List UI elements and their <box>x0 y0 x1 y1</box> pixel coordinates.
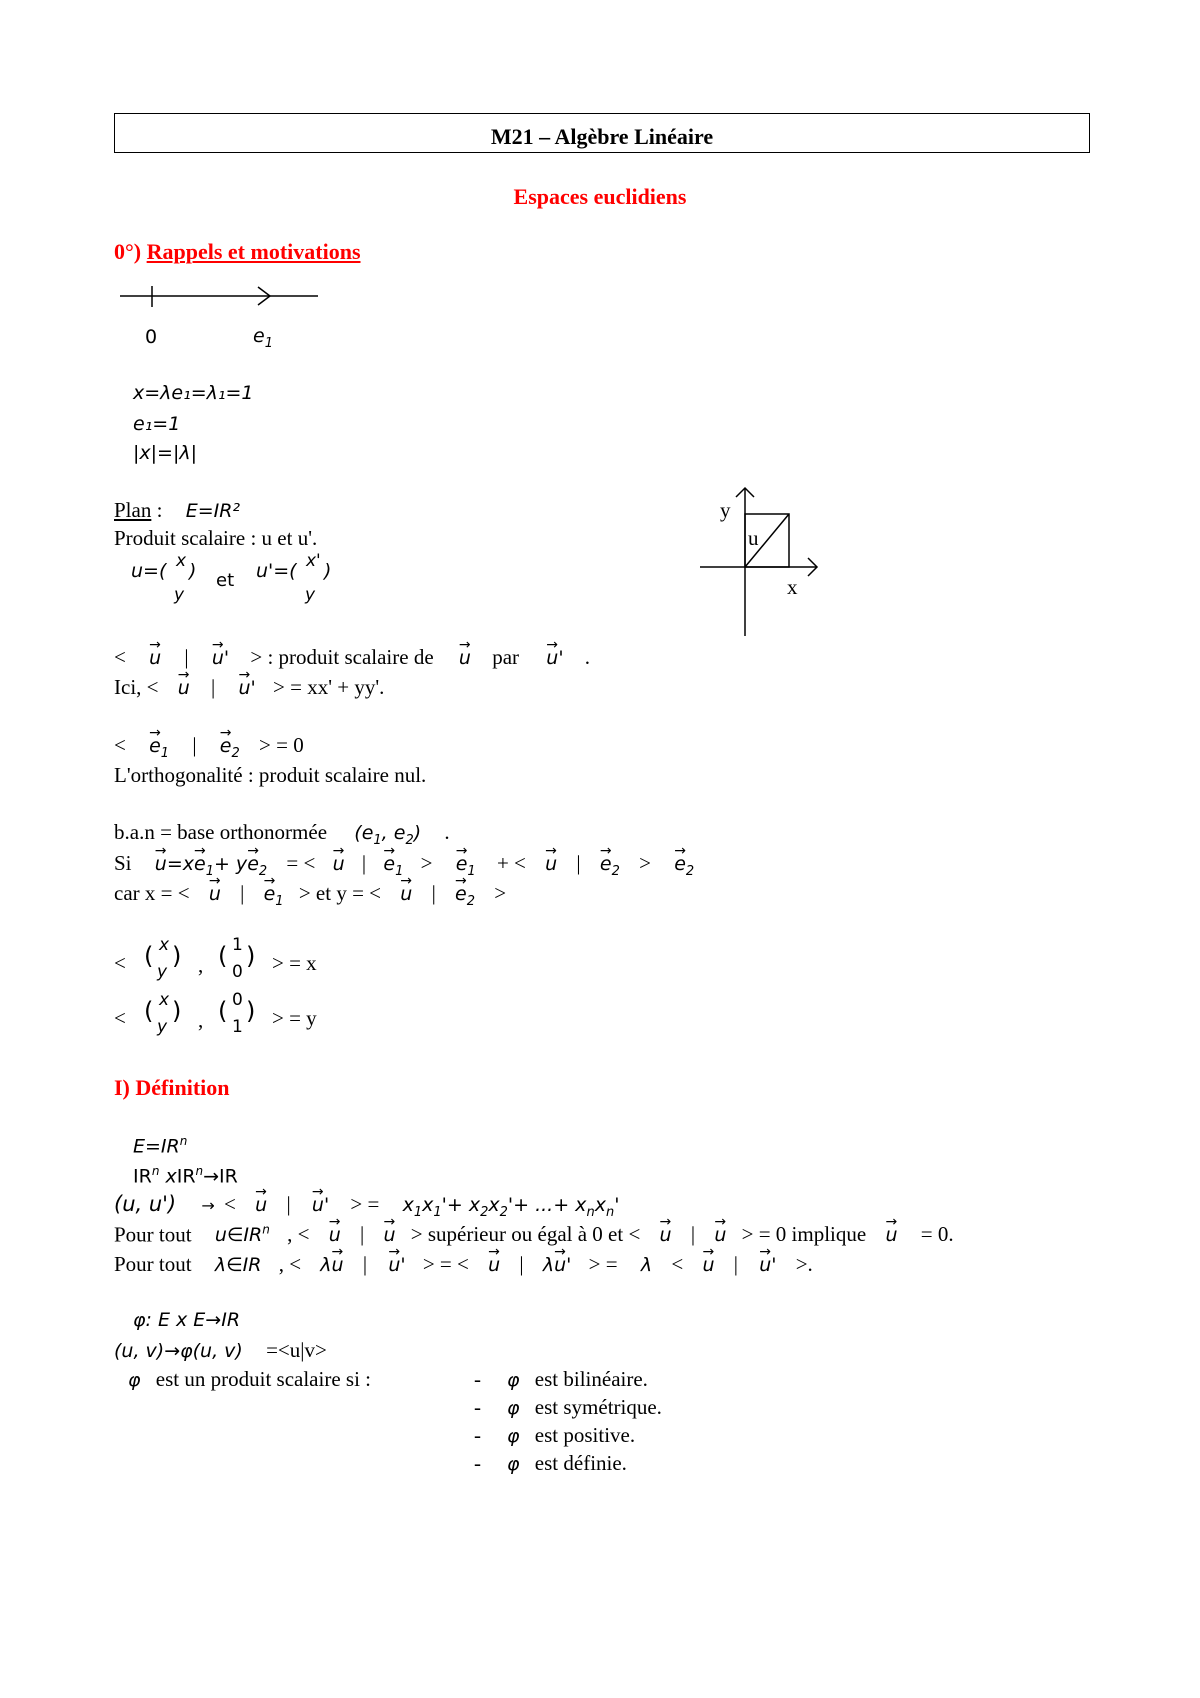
car-line: car x = < → u | → $e_1$ > et y = < → u | → $e_2$ > <box>114 883 506 908</box>
plan-label: Plan <box>114 498 152 522</box>
section0-heading <box>114 241 361 263</box>
property-definite: - φ est définie. <box>474 1451 627 1475</box>
property-positive: - φ est positive. <box>474 1423 636 1447</box>
phi-conditions-intro: φ est un produit scalaire si : <box>128 1367 371 1391</box>
inner-product-notation-line: < → u | → u' > : produit scalaire de → u par → u' . <box>114 647 590 668</box>
e-equals-rn: $E=IR^n$ <box>133 1134 188 1158</box>
vector-u-prime: → u' <box>546 649 563 668</box>
ici-result: > = xx' + yy'. <box>273 675 385 699</box>
vector-u: → u <box>149 649 161 668</box>
projection-x-result: > = x <box>272 951 317 975</box>
header-box <box>114 113 1090 153</box>
axis-e1-label: $e_1$ <box>253 325 273 351</box>
u-close-paren: ) <box>189 560 197 582</box>
document-title: Espaces euclidiens <box>513 184 687 209</box>
vector-u-prime: → u' <box>239 679 256 698</box>
projection-y-result: > = y <box>272 1006 317 1030</box>
equation-abs: |x|=|λ| <box>133 442 198 464</box>
ps-desc: : produit scalaire de <box>267 645 434 669</box>
projection-y-line: < <box>114 1006 126 1030</box>
decomposition-line: $Si \to u=x\to e_1+ y\to e_2$ = < → u | → $e_1$ > → $e_1$ + < → u | → $e_2$ > → $e_2$ <box>114 853 694 878</box>
vector-u: → u <box>178 679 190 698</box>
property-bilinear: - φ est bilinéaire. <box>474 1367 648 1391</box>
inner-product-formula: (u, u') → < → u | → u' > = $x_1x_1'+ x_2x_2'+$ ...+ $x_nx_n'$ <box>114 1194 619 1219</box>
equation-x-lambda: x=λe₁=λ₁=1 <box>133 382 254 404</box>
homogeneity-line: Pour tout λ∈IR , < λ→ u | → u' > = < → u | λ→ u' > = λ < → u | → u' >. <box>114 1254 813 1275</box>
phi-map: φ: E x E→IR <box>133 1309 241 1331</box>
et-word: et <box>216 570 235 591</box>
u-prime-x: x' <box>306 551 321 571</box>
sketch-y-label: y <box>720 498 731 522</box>
ici-line: Ici, < → u | → u' > = xx' + yy'. <box>114 677 384 698</box>
u-vector-def: u=( <box>131 560 167 582</box>
rn-product-map: $IR^n$ xIR$^n$→IR <box>133 1164 238 1188</box>
u-prime-y: y <box>305 585 316 605</box>
projection-x-line: < <box>114 951 126 975</box>
par-word: par <box>492 645 520 669</box>
orthogonality-equation: < → $e_1$ | → $e_2$ > = 0 <box>114 735 304 760</box>
axis-origin-label: 0 <box>145 326 158 348</box>
property-symmetric: - φ est symétrique. <box>474 1395 662 1419</box>
section0-number: 0°) <box>114 239 142 264</box>
sketch-u-label: u <box>748 526 759 550</box>
plan-equation: E=IR² <box>185 500 241 522</box>
vector-u: → u <box>459 649 471 668</box>
section1-heading: I) Définition <box>114 1075 230 1100</box>
number-line-diagram <box>118 283 328 313</box>
vector-sketch-diagram <box>695 480 825 640</box>
u-y: y <box>174 585 185 605</box>
produit-scalaire-line: Produit scalaire : u et u'. <box>114 526 318 550</box>
ici-text: Ici, < <box>114 675 159 699</box>
sketch-x-label: x <box>787 575 798 599</box>
orthogonality-definition: L'orthogonalité : produit scalaire nul. <box>114 763 427 787</box>
document-header-title: M21 – Algèbre Linéaire <box>490 124 714 149</box>
u-x: x <box>176 551 187 571</box>
ban-line: b.a.n = base orthonormée ($e_1$, $e_2$) . <box>114 820 450 848</box>
positivity-line: Pour tout $u\in IR^n$ , < → u | → u > supérieur ou égal à 0 et < → u | → u > = 0 implique → u = 0. <box>114 1224 954 1245</box>
vector-u-prime: → u' <box>212 649 229 668</box>
section0-title: Rappels et motivations <box>146 239 361 264</box>
equation-e1-norm: e₁=1 <box>133 413 181 435</box>
u-prime-def: u'=( <box>256 560 297 582</box>
phi-definition: (u, v)→φ(u, v) =<u|v> <box>114 1338 327 1362</box>
plan-line <box>114 500 240 521</box>
u-prime-close-paren: ) <box>324 560 332 582</box>
plan-colon: : <box>156 498 163 522</box>
